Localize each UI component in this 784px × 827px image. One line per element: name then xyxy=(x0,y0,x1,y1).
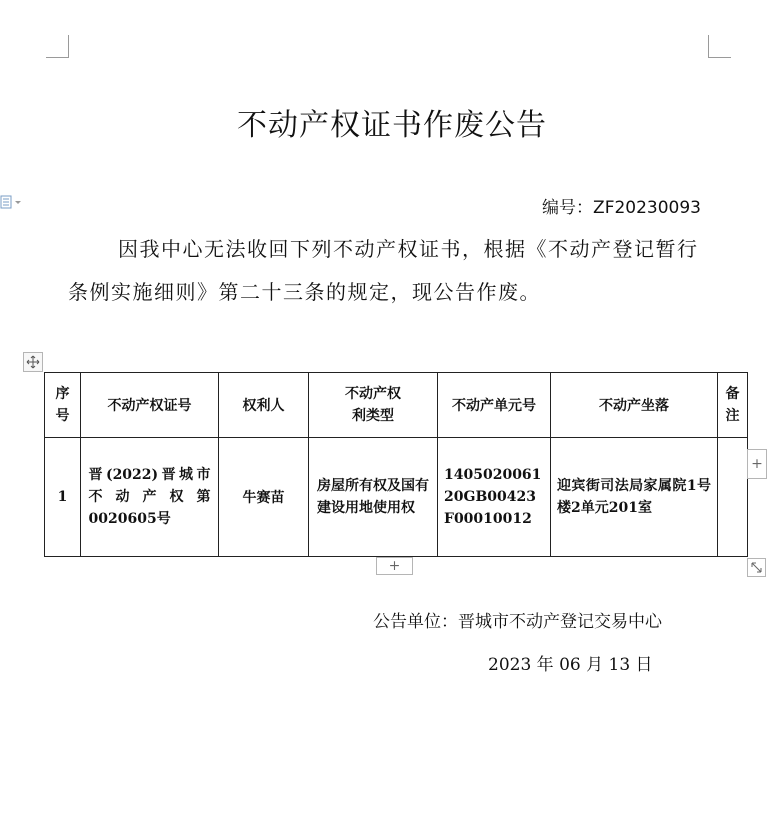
certificate-table xyxy=(44,372,748,557)
announcement-date: 2023 年 06 月 13 日 xyxy=(488,655,653,675)
table-resize-icon[interactable] xyxy=(747,558,766,577)
header-right-type: 不动产权利类型 xyxy=(309,373,438,438)
add-row-button[interactable]: + xyxy=(376,557,413,575)
announcing-unit: 公告单位：晋城市不动产登记交易中心 xyxy=(373,612,662,632)
page-corner-mark-top-right xyxy=(708,35,731,58)
header-owner: 权利人 xyxy=(219,373,309,438)
cell-right-type: 房屋所有权及国有建设用地使用权 xyxy=(309,438,438,557)
header-location: 不动产坐落 xyxy=(551,373,718,438)
announcement-body: 因我中心无法收回下列不动产权证书，根据《不动产登记暂行条例实施细则》第二十三条的规定，现公告作废。 xyxy=(68,237,699,304)
cell-unit-no: 140502006120GB00423F00010012 xyxy=(438,438,551,557)
table-row xyxy=(45,438,748,557)
cell-location: 迎宾街司法局家属院1号楼2单元201室 xyxy=(551,438,718,557)
paragraph-layout-icon[interactable] xyxy=(0,194,22,209)
header-unit-no: 不动产单元号 xyxy=(438,373,551,438)
cell-cert-no: 晋(2022)晋城市不动产权第0020605号 xyxy=(81,438,219,557)
header-cert-no: 不动产权证号 xyxy=(81,373,219,438)
header-seq: 序号 xyxy=(45,373,81,438)
add-column-button[interactable]: + xyxy=(747,449,767,479)
cell-owner: 牛赛苗 xyxy=(219,438,309,557)
header-remark: 备注 xyxy=(718,373,748,438)
document-title: 不动产权证书作废公告 xyxy=(237,108,547,143)
page-corner-mark-top-left xyxy=(46,35,69,58)
document-number: 编号：ZF20230093 xyxy=(542,198,701,218)
cell-remark xyxy=(718,438,748,557)
table-header-row xyxy=(45,373,748,438)
cell-seq: 1 xyxy=(45,438,81,557)
table-move-handle-icon[interactable] xyxy=(23,352,43,372)
